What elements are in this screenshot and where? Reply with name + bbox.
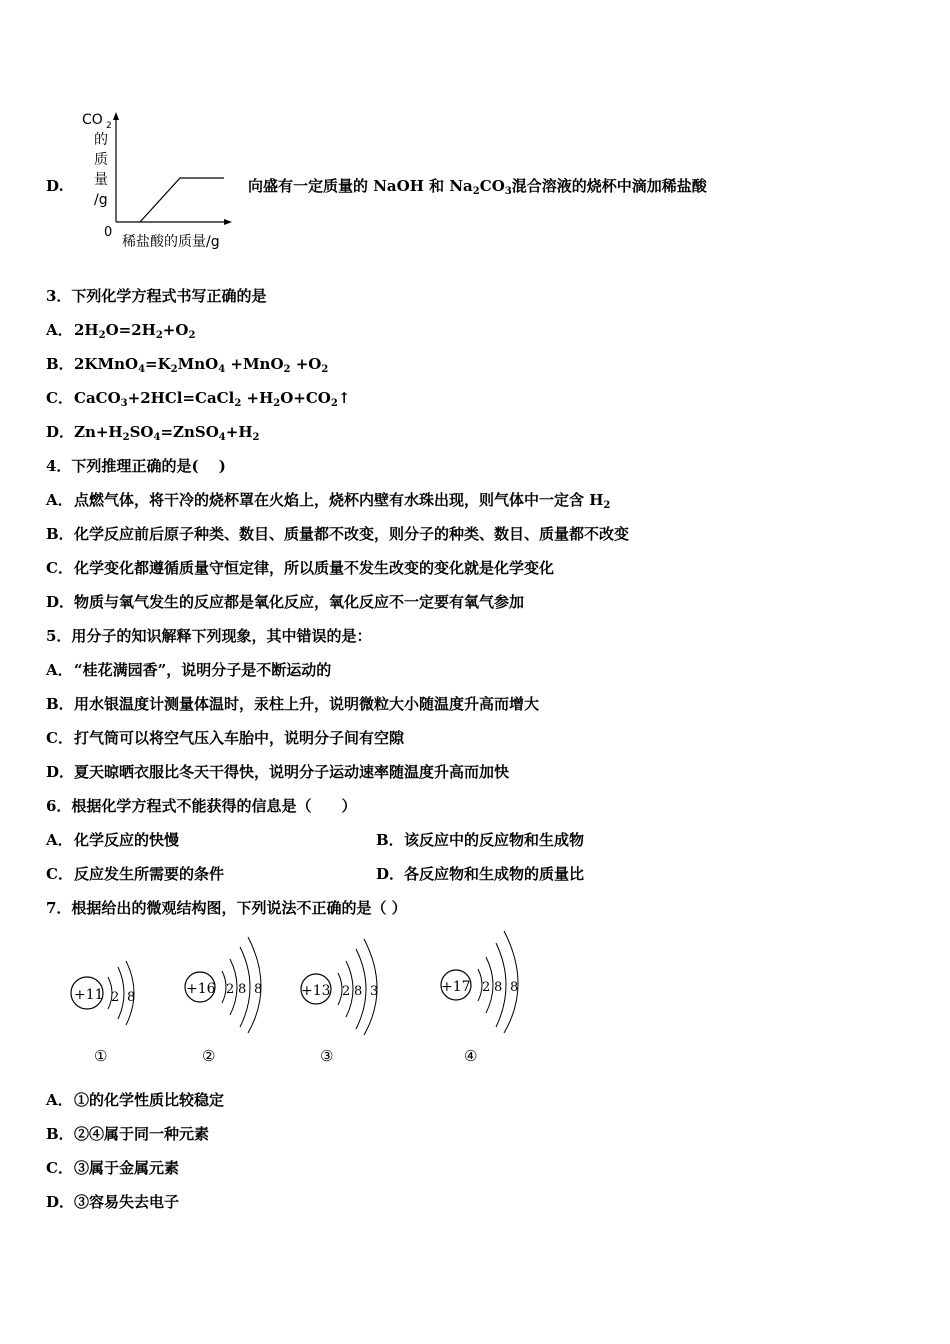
atom-diagram-1 [60,925,150,1065]
option-text: 向盛有一定质量的 NaOH 和 $Na_2CO_3$混合溶液的烧杯中滴加稀盐酸 [248,177,707,197]
nucleus-charge: +17 [441,979,471,995]
y-label-co: CO [82,112,103,128]
y-label-char: /g [94,192,108,208]
q6-row-1 [46,830,746,850]
q6-option-a[interactable]: A．化学反应的快慢 [46,831,180,849]
q3-option-b[interactable]: B．$2KMnO_4=K_2MnO_4 +MnO_2 +O_2$ [46,355,329,375]
electron-count: 8 [510,980,519,995]
q3-stem: 3．下列化学方程式书写正确的是 [46,287,267,305]
q7-option-a[interactable]: A．①的化学性质比较稳定 [46,1091,225,1109]
atom-structure-diagrams [60,925,540,1075]
q6-option-c[interactable]: C．反应发生所需要的条件 [46,865,225,883]
x-axis-arrow [224,219,232,225]
q5-option-a[interactable]: A．“桂花满园香”，说明分子是不断运动的 [46,661,332,679]
nucleus-charge: +13 [301,983,331,999]
option-letter: D. [46,177,64,195]
electron-count: 3 [370,984,379,999]
nucleus-charge: +16 [186,981,216,997]
q4-option-d[interactable]: D．物质与氧气发生的反应都是氧化反应，氧化反应不一定要有氧气参加 [46,593,525,611]
q7-option-d[interactable]: D．③容易失去电子 [46,1193,180,1211]
q6-stem: 6．根据化学方程式不能获得的信息是（ ） [46,797,357,815]
y-axis-arrow [113,112,119,120]
electron-count: 2 [482,980,491,995]
q4-option-c[interactable]: C．化学变化都遵循质量守恒定律，所以质量不发生改变的变化就是化学变化 [46,559,555,577]
electron-count: 8 [494,980,503,995]
nucleus-charge: +11 [74,987,104,1003]
atom-label: ④ [464,1047,478,1065]
electron-count: 8 [254,982,263,997]
electron-count: 2 [226,982,235,997]
electron-count: 2 [342,984,351,999]
y-label-char: 质 [94,152,108,168]
q4-stem: 4．下列推理正确的是( ) [46,457,226,475]
q5-option-b[interactable]: B．用水银温度计测量体温时，汞柱上升，说明微粒大小随温度升高而增大 [46,695,540,713]
q4-option-b[interactable]: B．化学反应前后原子种类、数目、质量都不改变，则分子的种类、数目、质量都不改变 [46,525,630,543]
q2-option-d [46,110,746,250]
origin-label: 0 [104,225,113,240]
q6-row-2 [46,864,746,884]
q4-option-a[interactable]: A．点燃气体，将干冷的烧杯罩在火焰上，烧杯内壁有水珠出现，则气体中一定含 $H_2$ [46,491,611,511]
q5-option-c[interactable]: C．打气筒可以将空气压入车胎中，说明分子间有空隙 [46,729,405,747]
atom-diagram-3 [296,925,396,1065]
atom-diagram-2 [180,925,280,1065]
electron-count: 8 [354,984,363,999]
q5-option-d[interactable]: D．夏天晾晒衣服比冬天干得快，说明分子运动速率随温度升高而加快 [46,763,510,781]
q3-option-a[interactable]: A．$2H_2O=2H_2+O_2$ [46,321,196,341]
q5-stem: 5．用分子的知识解释下列现象，其中错误的是： [46,627,372,645]
atom-diagram-4 [436,925,536,1065]
y-label-char: 的 [94,132,108,148]
y-label-char: 量 [94,172,108,188]
y-label-sub: 2 [106,121,112,131]
x-label: 稀盐酸的质量/g [122,234,220,250]
q3-option-c[interactable]: C．CaCO$_3$+2HCl=CaCl$_2$ $+H_2O+CO_2↑$ [46,389,351,409]
q3-option-d[interactable]: D．$Zn+H_2SO_4=ZnSO_4+H_2$ [46,423,260,443]
atom-label: ① [94,1047,108,1065]
co2-curve [140,178,224,222]
electron-count: 2 [111,990,120,1005]
q7-stem: 7．根据给出的微观结构图，下列说法不正确的是（ ） [46,899,407,917]
q7-option-b[interactable]: B．②④属于同一种元素 [46,1125,210,1143]
electron-count: 8 [127,990,136,1005]
q6-option-d[interactable]: D．各反应物和生成物的质量比 [376,865,585,883]
q7-option-c[interactable]: C．③属于金属元素 [46,1159,180,1177]
atom-label: ③ [320,1047,334,1065]
electron-count: 8 [238,982,247,997]
q6-option-b[interactable]: B．该反应中的反应物和生成物 [376,831,585,849]
atom-label: ② [202,1047,216,1065]
